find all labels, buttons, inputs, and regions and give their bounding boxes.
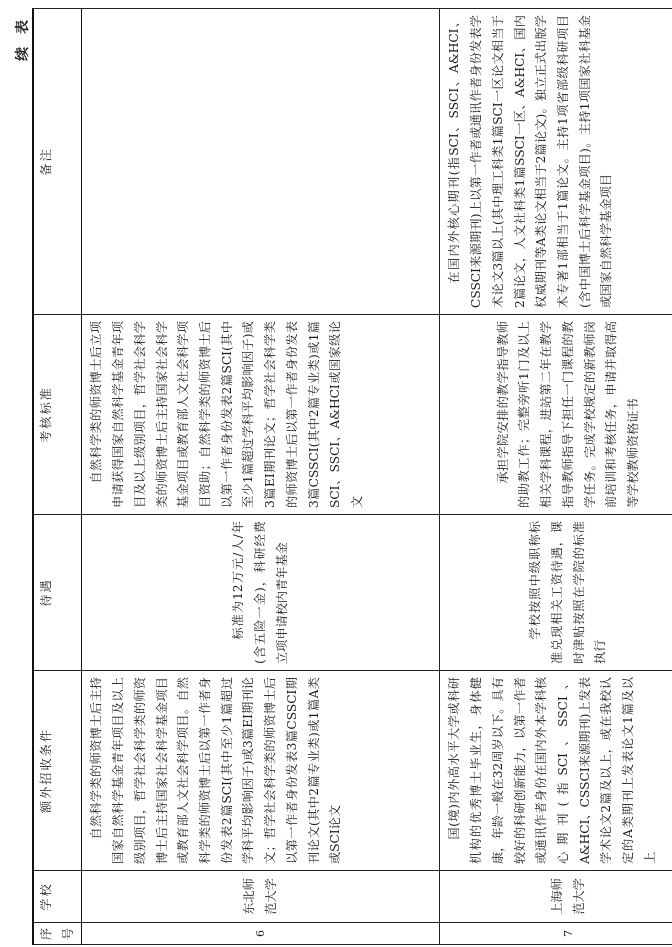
row-treatment bbox=[440, 515, 672, 671]
notes-text: 在国内外核心期刊(指SCI、SSCI、A&HCI、CSSCI来源期刊)上以第一作者或通讯作者身份发表学术论文3篇以上(其中理工科类1篇SCI一区论文相当于2篇论文，人文社科类1篇SSCI一区、A&HCI、国内权威期刊等A类论文相当于2篇论文)。独立正式出版学术专著1部相当于1篇论文。主持1项省部级科研项目(含中国博士后科学基金项目)。主持1项国家社科基金或国家自然科学基金项目 bbox=[447, 15, 614, 308]
table-row bbox=[440, 9, 672, 945]
header-school: 学校 bbox=[33, 871, 82, 923]
header-conditions: 额外招收条件 bbox=[33, 671, 82, 871]
header-evaluation: 考核标准 bbox=[33, 315, 82, 515]
treatment-text: 学校按照中级职称标准兑现相关工资待遇，课时津贴按照在学院的标准执行 bbox=[528, 521, 608, 664]
row-conditions bbox=[440, 671, 672, 871]
row-school: 上海师范大学 bbox=[440, 871, 672, 923]
header-seq: 序号 bbox=[33, 923, 82, 945]
row-seq: 6 bbox=[82, 923, 440, 945]
conditions-text: 自然科学类的师资博士后主持国家自然科学基金青年项目及以上级别项目，哲学社会科学类的师资博士后主持国家社会科学基金项目或教育部人文社会科学项目。自然科学类的师资博士后以第一作者身份发表2篇SCI(其中至少1篇超过学科平均影响因子)或3篇EI期刊论文；哲学社会科学类的师资博士后以第一作者身份发表3篇CSSCI期刊论文(其中2篇专业类)或1篇A类或SCI论文 bbox=[89, 677, 343, 864]
row-evaluation bbox=[440, 315, 672, 515]
row-treatment bbox=[82, 515, 440, 671]
evaluation-text: 自然科学类的师资博士后立项申请获得国家自然科学基金青年项目及以上级别项目，哲学社会科学类的师资博士后主持国家社会科学基金项目或教育部人文社会科学项目资助；自然科学类的师资博士后以第一作者身份发表2篇SCI(其中至少1篇超过学科平均影响因子)或3篇EI期刊论文；哲学社会科学类的师资博士后以第一作者身份发表3篇CSSCI(其中2篇专业类)或1篇SCI、SSCI、A&HCI或国家级论文 bbox=[89, 321, 365, 508]
row-conditions bbox=[82, 671, 440, 871]
row-evaluation bbox=[82, 315, 440, 515]
evaluation-text: 承担学院安排的教学指导教师的助教工作；完整旁听1门及以上相关学科课程，进站第二年在教学指导教师指导下担任一门课程的教学任务。完成学校规定的新教师岗前培训和考核任务，申请并取得高等学校教师资格证书 bbox=[495, 321, 640, 508]
row-school: 东北师范大学 bbox=[82, 871, 440, 923]
row-seq: 7 bbox=[440, 923, 672, 945]
row-notes bbox=[440, 9, 672, 315]
header-treatment: 待遇 bbox=[33, 515, 82, 671]
treatment-text: 标准为12万元/人/年(含五险一金)，科研经费立项申请校内青年基金 bbox=[231, 521, 289, 664]
postdoc-table bbox=[32, 8, 672, 945]
table-row bbox=[82, 9, 440, 945]
row-notes bbox=[82, 9, 440, 315]
conditions-text: 国(境)内外高水平大学或科研机构的优秀博士毕业生，身体健康，年龄一般在32周岁以下。具有较好的科研创新能力，以第一作者或通讯作者身份在国内外本学科核心期刊(指SCI、SSCI、A&HCI、CSSCI来源期刊)上发表学术论文2篇及以上，或在我校认定的A类期刊上发表论文1篇及以上 bbox=[447, 677, 657, 864]
header-notes: 备注 bbox=[33, 9, 82, 315]
table-header-row bbox=[33, 9, 82, 945]
continued-table-label: 续 表 bbox=[15, 16, 31, 61]
